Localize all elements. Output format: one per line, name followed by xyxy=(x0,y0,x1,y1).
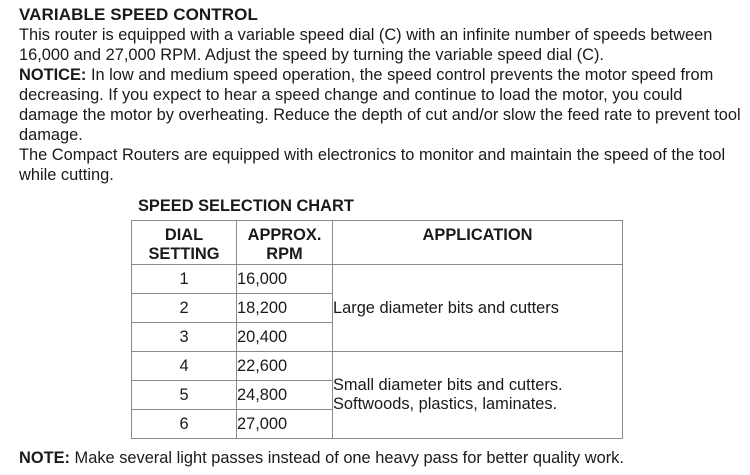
electronics-paragraph: The Compact Routers are equipped with electronics to monitor and maintain the speed of the tool while cutting. xyxy=(19,146,726,184)
header-application: APPLICATION xyxy=(333,221,623,265)
notice-paragraph xyxy=(19,65,741,145)
rpm-cell: 22,600 xyxy=(237,352,333,381)
dial-cell: 6 xyxy=(132,410,237,439)
dial-cell: 4 xyxy=(132,352,237,381)
header-rpm-line2: RPM xyxy=(266,245,303,263)
table-header-row xyxy=(132,221,623,265)
manual-page xyxy=(19,4,741,467)
header-dial-setting xyxy=(132,221,237,265)
intro-paragraph: This router is equipped with a variable speed dial (C) with an infinite number of speeds between 16,000 and 27,000 RPM. Adjust the speed by turning the variable speed dial (C). xyxy=(19,26,713,64)
chart-title: SPEED SELECTION CHART xyxy=(138,197,354,215)
dial-cell: 3 xyxy=(132,323,237,352)
rpm-cell: 16,000 xyxy=(237,265,333,294)
application-large-cell xyxy=(333,265,623,352)
speed-selection-table xyxy=(131,220,623,439)
dial-cell: 1 xyxy=(132,265,237,294)
notice-text: In low and medium speed operation, the speed control prevents the motor speed from decreasing. If you expect to hear a speed change and continue to load the motor, you could damage the motor by overheating. Reduce the depth of cut and/or slow the feed rate to prevent tool damage. xyxy=(19,66,741,144)
table-row xyxy=(132,265,623,294)
table-row xyxy=(132,352,623,381)
section-heading: VARIABLE SPEED CONTROL xyxy=(19,5,258,24)
rpm-cell: 24,800 xyxy=(237,381,333,410)
header-dial-line2: SETTING xyxy=(148,245,220,263)
application-small-cell xyxy=(333,352,623,439)
rpm-cell: 18,200 xyxy=(237,294,333,323)
header-dial-line1: DIAL xyxy=(164,226,204,244)
note-label: NOTE: xyxy=(19,449,70,467)
application-large: Large diameter bits and cutters xyxy=(333,298,559,317)
rpm-cell: 27,000 xyxy=(237,410,333,439)
application-small-line2: Softwoods, plastics, laminates. xyxy=(333,395,558,413)
header-rpm-line1: APPROX. xyxy=(247,226,322,244)
notice-label: NOTICE: xyxy=(19,66,87,84)
footer-note xyxy=(19,448,624,468)
application-small-line1: Small diameter bits and cutters. xyxy=(333,376,563,394)
dial-cell: 2 xyxy=(132,294,237,323)
dial-cell: 5 xyxy=(132,381,237,410)
header-approx-rpm xyxy=(237,221,333,265)
note-text: Make several light passes instead of one heavy pass for better quality work. xyxy=(70,449,624,467)
rpm-cell: 20,400 xyxy=(237,323,333,352)
